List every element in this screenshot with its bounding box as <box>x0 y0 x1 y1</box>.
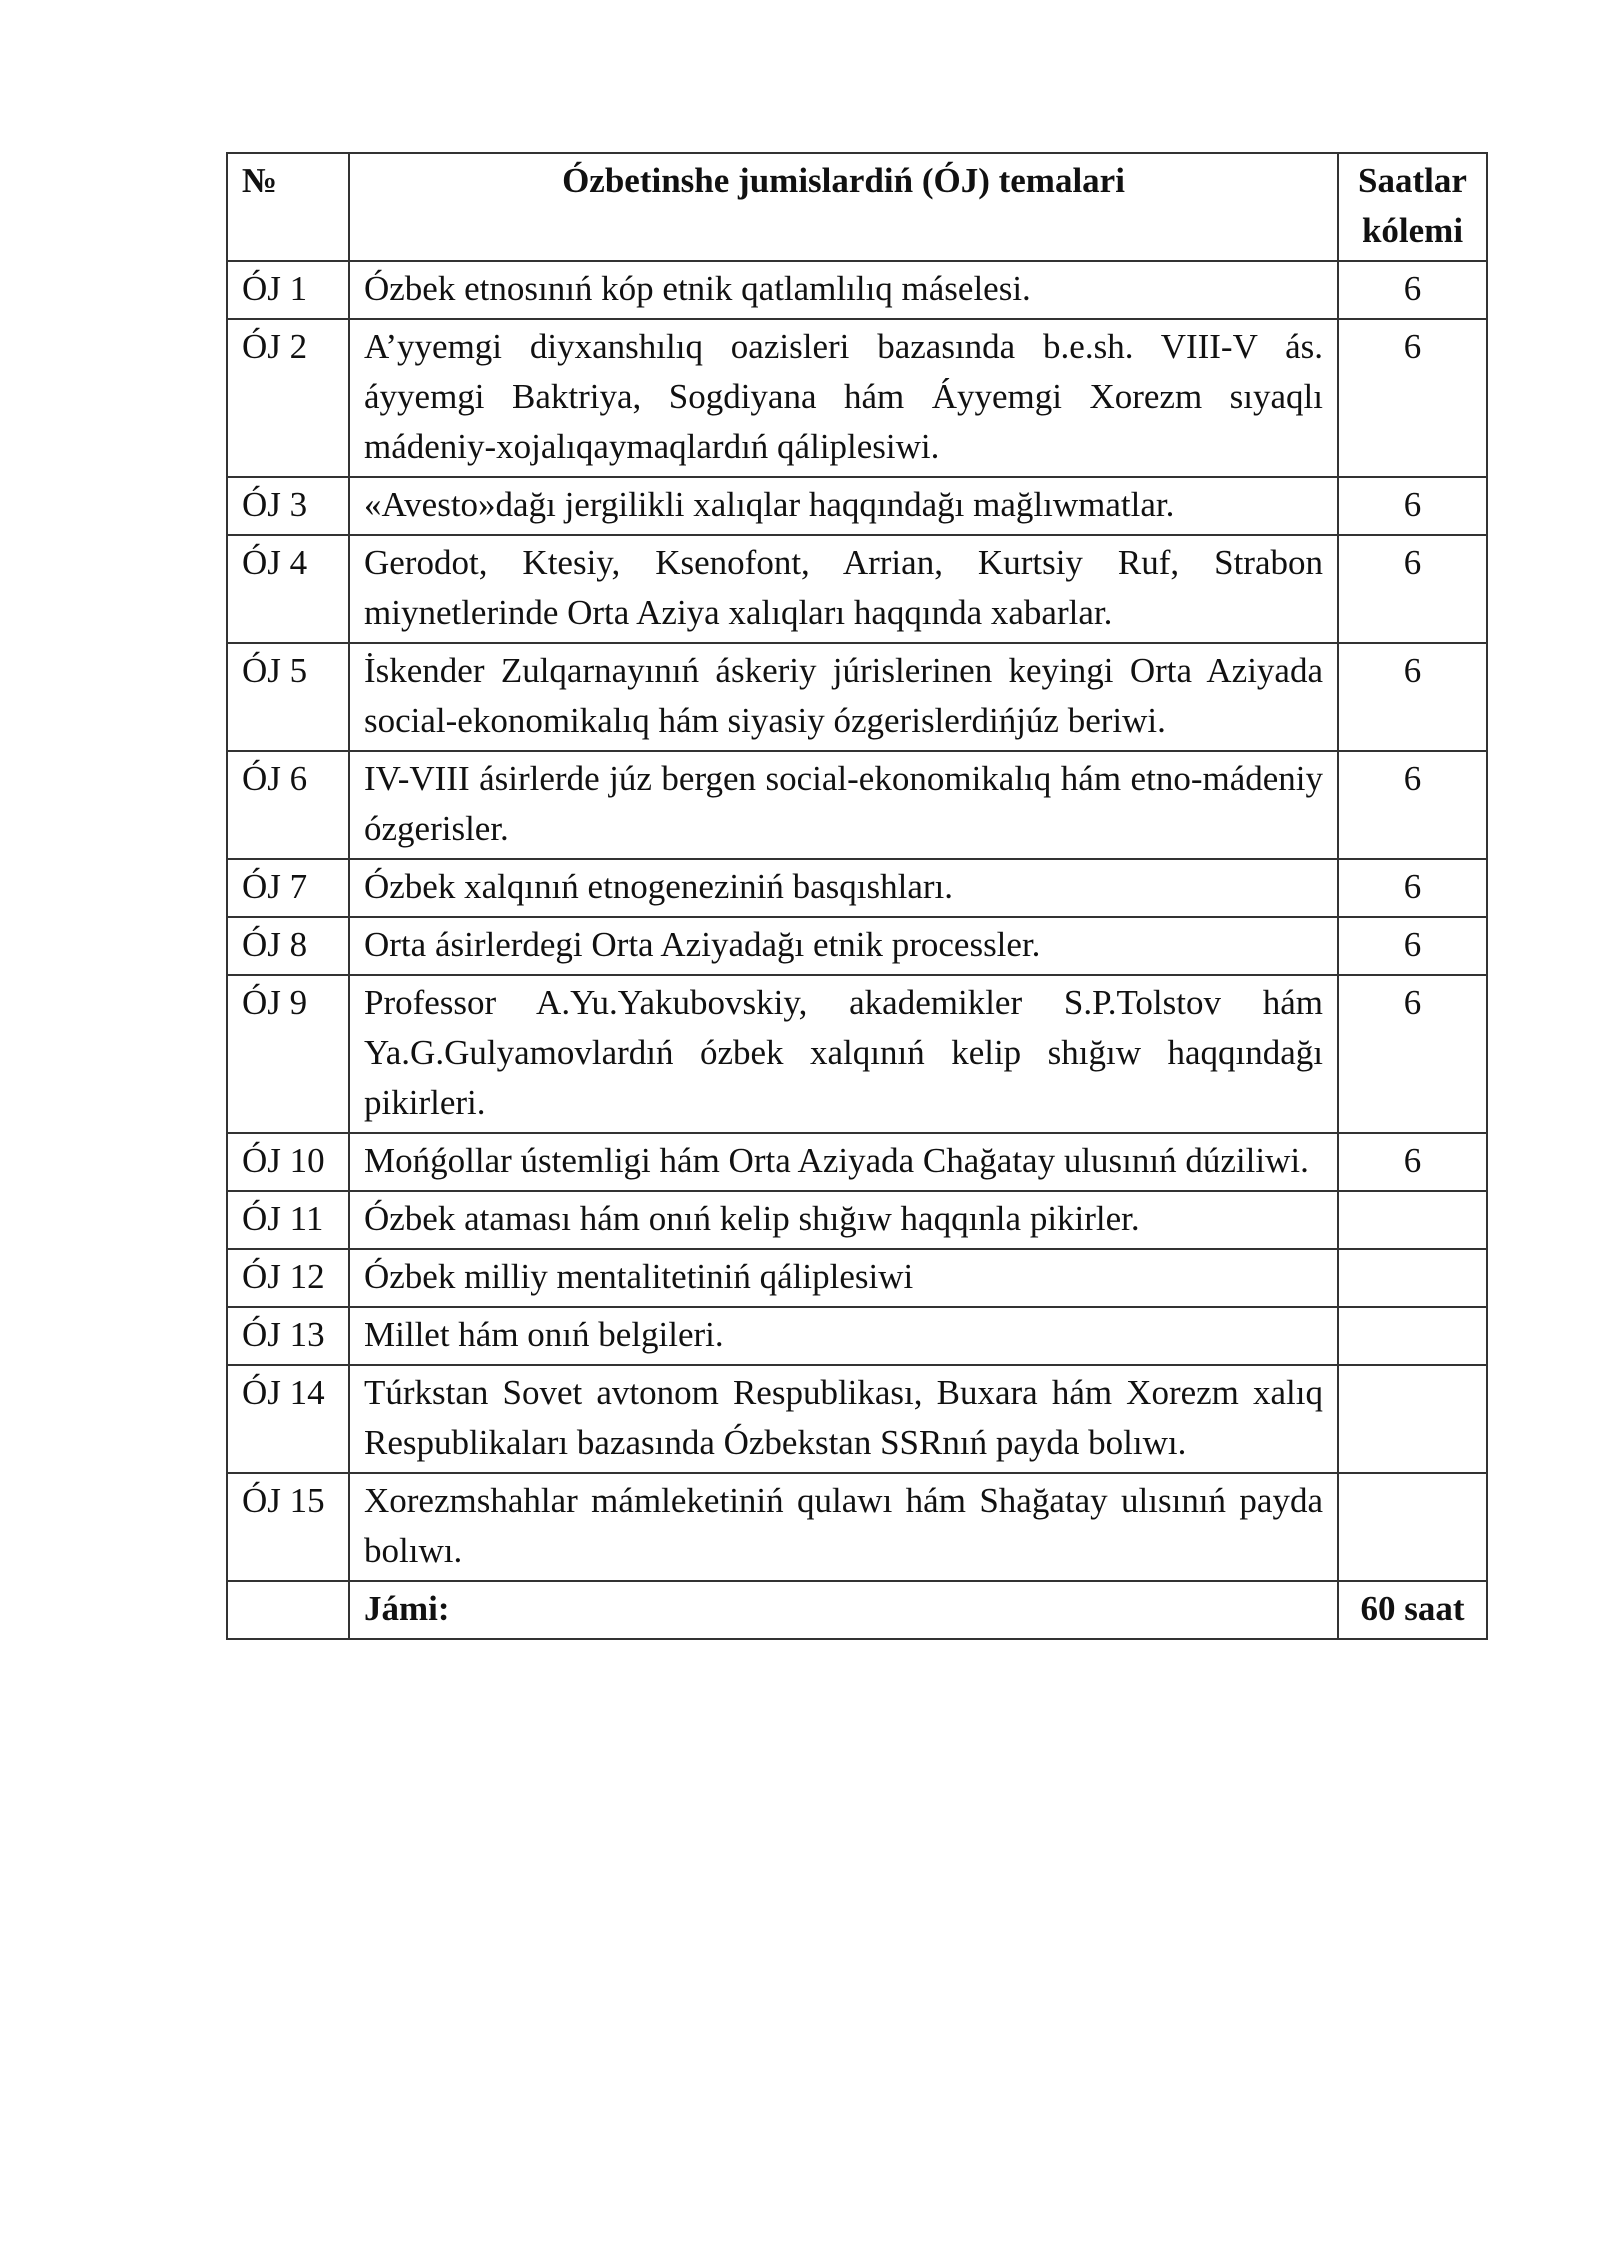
total-row <box>227 1581 1487 1639</box>
row-hours: 6 <box>1338 917 1487 975</box>
row-code: ÓJ 10 <box>227 1133 349 1191</box>
row-hours <box>1338 1473 1487 1581</box>
header-hours-line2: kólemi <box>1361 211 1464 250</box>
table-row <box>227 975 1487 1133</box>
row-hours: 6 <box>1338 1133 1487 1191</box>
row-code: ÓJ 11 <box>227 1191 349 1249</box>
row-topic: Túrkstan Sovet avtonom Respublikası, Buxara hám Xorezm xalıq Respublikaları bazasında Ózbekstan SSRnıń payda bolıwı. <box>349 1365 1338 1473</box>
total-value: 60 saat <box>1338 1581 1487 1639</box>
header-number: № <box>227 153 349 261</box>
row-topic: IV-VIII ásirlerde júz bergen social-ekonomikalıq hám etno-mádeniy ózgerisler. <box>349 751 1338 859</box>
table-row <box>227 1191 1487 1249</box>
row-hours: 6 <box>1338 319 1487 477</box>
row-code: ÓJ 8 <box>227 917 349 975</box>
table-row <box>227 917 1487 975</box>
row-code: ÓJ 15 <box>227 1473 349 1581</box>
row-hours: 6 <box>1338 643 1487 751</box>
row-code: ÓJ 9 <box>227 975 349 1133</box>
table-row <box>227 261 1487 319</box>
total-empty-cell <box>227 1581 349 1639</box>
table-row <box>227 1249 1487 1307</box>
table-row <box>227 643 1487 751</box>
row-topic: Mońǵollar ústemligi hám Orta Aziyada Chağatay ulusınıń dúziliwi. <box>349 1133 1338 1191</box>
row-topic: Ózbek etnosınıń kóp etnik qatlamlılıq máselesi. <box>349 261 1338 319</box>
row-topic: Gerodot, Ktesiy, Ksenofont, Arrian, Kurtsiy Ruf, Strabon miynetlerinde Orta Aziya xalıqları haqqında xabarlar. <box>349 535 1338 643</box>
row-hours: 6 <box>1338 751 1487 859</box>
row-topic: Millet hám onıń belgileri. <box>349 1307 1338 1365</box>
row-hours: 6 <box>1338 535 1487 643</box>
row-topic: Ózbek xalqınıń etnogeneziniń basqıshları. <box>349 859 1338 917</box>
table-header-row <box>227 153 1487 261</box>
table-row <box>227 859 1487 917</box>
row-topic: İskender Zulqarnayınıń áskeriy júrislerinen keyingi Orta Aziyada social-ekonomikalıq hám siyasiy ózgerislerdińjúz beriwi. <box>349 643 1338 751</box>
row-hours <box>1338 1191 1487 1249</box>
row-hours <box>1338 1249 1487 1307</box>
total-label: Jámi: <box>349 1581 1338 1639</box>
row-topic: Orta ásirlerdegi Orta Aziyadağı etnik processler. <box>349 917 1338 975</box>
table-row <box>227 477 1487 535</box>
row-topic: Xorezmshahlar mámleketiniń qulawı hám Shağatay ulısınıń payda bolıwı. <box>349 1473 1338 1581</box>
header-hours <box>1338 153 1487 261</box>
table-row <box>227 751 1487 859</box>
table-row <box>227 1473 1487 1581</box>
row-hours: 6 <box>1338 975 1487 1133</box>
row-topic: Ózbek milliy mentalitetiniń qáliplesiwi <box>349 1249 1338 1307</box>
row-code: ÓJ 6 <box>227 751 349 859</box>
row-topic: «Avesto»dağı jergilikli xalıqlar haqqındağı mağlıwmatlar. <box>349 477 1338 535</box>
row-topic: A’yyemgi diyxanshılıq oazisleri bazasında b.e.sh. VIII-V ás. áyyemgi Baktriya, Sogdiyana hám Áyyemgi Xorezm sıyaqlı mádeniy-xojalıqaymaqlardıń qáliplesiwi. <box>349 319 1338 477</box>
row-code: ÓJ 3 <box>227 477 349 535</box>
row-topic: Professor A.Yu.Yakubovskiy, akademikler S.P.Tolstov hám Ya.G.Gulyamovlardıń ózbek xalqınıń kelip shığıw haqqındağı pikirleri. <box>349 975 1338 1133</box>
table-row <box>227 1133 1487 1191</box>
table-row <box>227 1307 1487 1365</box>
row-hours <box>1338 1365 1487 1473</box>
row-code: ÓJ 2 <box>227 319 349 477</box>
row-hours: 6 <box>1338 261 1487 319</box>
row-code: ÓJ 4 <box>227 535 349 643</box>
header-topic: Ózbetinshe jumislardiń (ÓJ) temalari <box>349 153 1338 261</box>
row-code: ÓJ 7 <box>227 859 349 917</box>
table-row <box>227 535 1487 643</box>
header-hours-line1: Saatlar <box>1358 161 1467 200</box>
row-code: ÓJ 14 <box>227 1365 349 1473</box>
row-hours: 6 <box>1338 477 1487 535</box>
row-hours: 6 <box>1338 859 1487 917</box>
row-code: ÓJ 1 <box>227 261 349 319</box>
independent-work-table <box>226 152 1488 1640</box>
table-row <box>227 319 1487 477</box>
row-code: ÓJ 12 <box>227 1249 349 1307</box>
row-code: ÓJ 13 <box>227 1307 349 1365</box>
row-code: ÓJ 5 <box>227 643 349 751</box>
row-topic: Ózbek ataması hám onıń kelip shığıw haqqınla pikirler. <box>349 1191 1338 1249</box>
row-hours <box>1338 1307 1487 1365</box>
table-row <box>227 1365 1487 1473</box>
